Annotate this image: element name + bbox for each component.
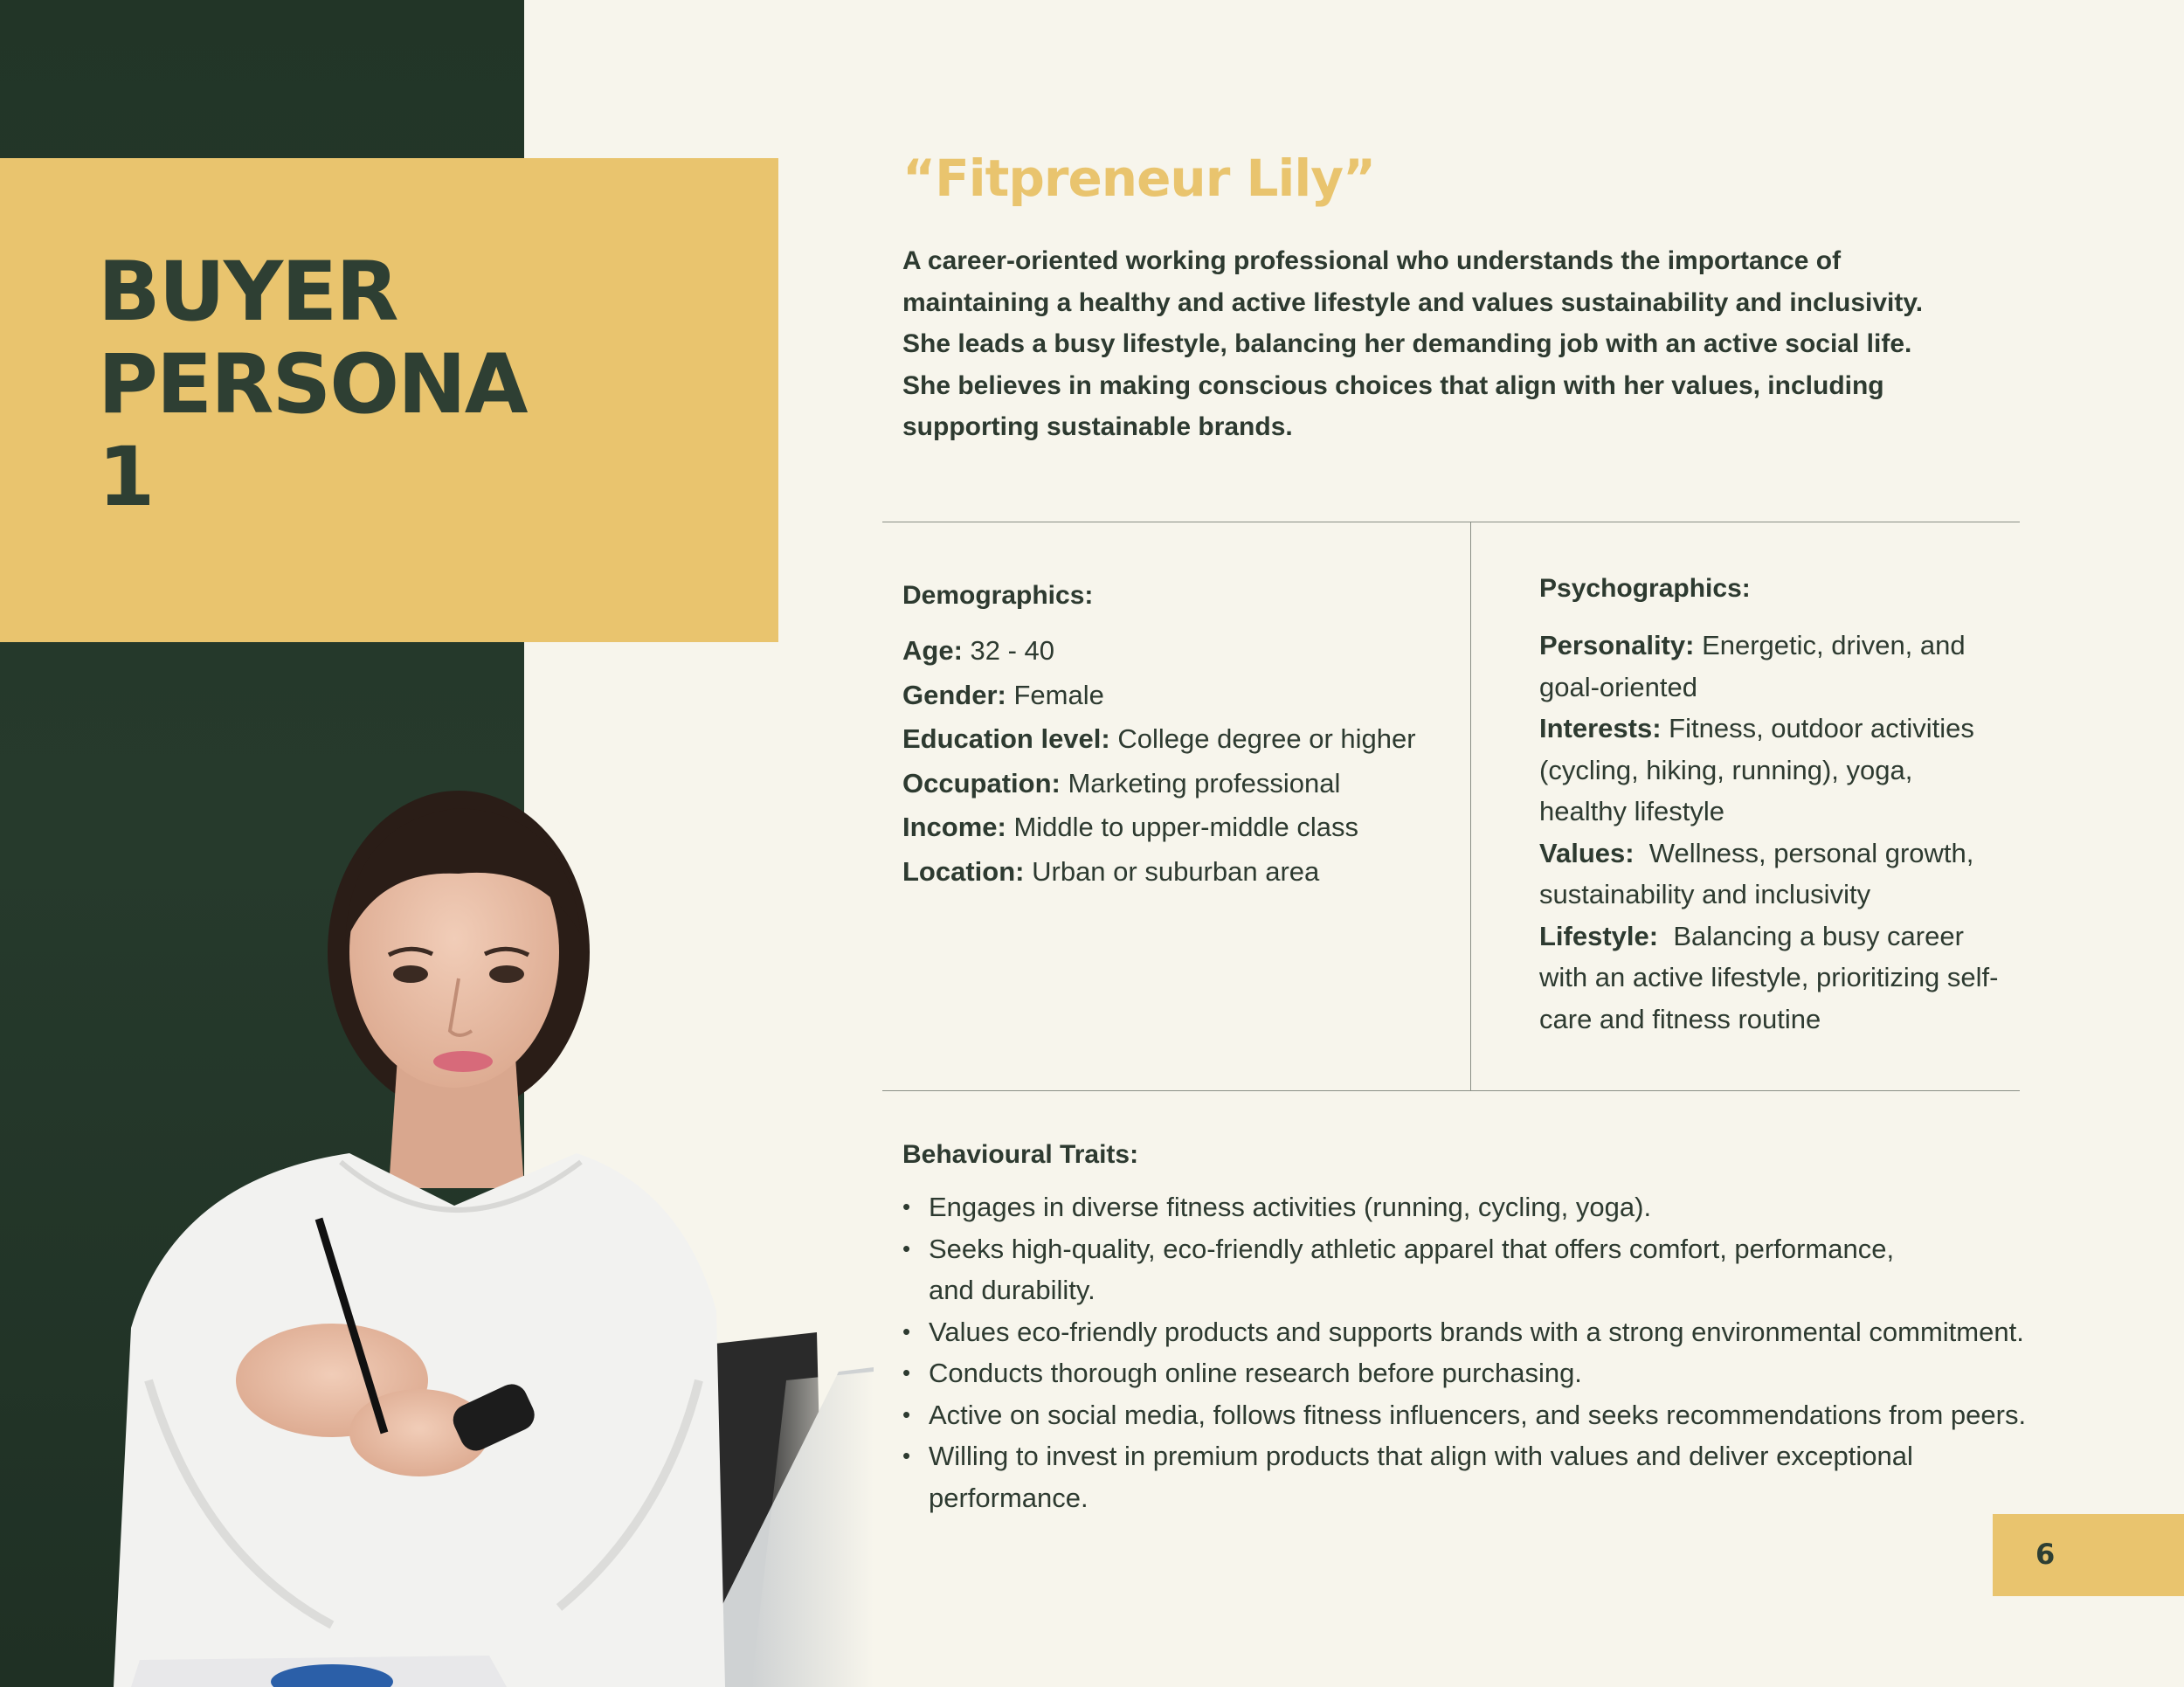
personality-label: Personality: <box>1539 630 1695 660</box>
intro-line-1: A career-oriented working professional who understands the importance of <box>902 246 1842 275</box>
interests-label: Interests: <box>1539 713 1662 743</box>
values-value-2: sustainability and inclusivity <box>1539 879 1871 909</box>
demographic-location <box>902 850 1416 895</box>
trait-item <box>902 1311 2038 1353</box>
personality-value-2: goal-oriented <box>1539 671 1697 702</box>
intro-line-5: supporting sustainable brands. <box>902 412 1293 441</box>
trait-item <box>902 1186 2038 1228</box>
trait-text: Willing to invest in premium products that align with values and deliver exceptional <box>929 1441 1913 1471</box>
title-line-1: BUYER <box>98 245 397 340</box>
lifestyle-value-3: care and fitness routine <box>1539 1003 1821 1034</box>
trait-text-cont: and durability. <box>929 1275 1095 1305</box>
interests-value-3: healthy lifestyle <box>1539 796 1724 826</box>
lifestyle-value-1: Balancing a busy career <box>1658 920 1964 951</box>
intro-line-3: She leads a busy lifestyle, balancing her demanding job with an active social life. <box>902 329 1912 358</box>
values-value-1: Wellness, personal growth, <box>1634 837 1974 868</box>
demographic-gender <box>902 674 1416 718</box>
demographic-education <box>902 717 1416 762</box>
occupation-label: Occupation: <box>902 767 1061 799</box>
location-value: Urban or suburban area <box>1024 855 1320 887</box>
demographic-occupation <box>902 762 1416 806</box>
trait-item <box>902 1228 2038 1311</box>
behavioural-list <box>902 1186 2038 1518</box>
lifestyle-label: Lifestyle: <box>1539 920 1659 951</box>
divider-vertical <box>1470 522 1471 1090</box>
interests-value-2: (cycling, hiking, running), yoga, <box>1539 754 1913 785</box>
persona-intro <box>902 240 1951 448</box>
title-line-3: 1 <box>98 430 154 525</box>
age-label: Age: <box>902 635 963 666</box>
demographics-heading: Demographics: <box>902 581 1094 610</box>
occupation-value: Marketing professional <box>1060 767 1341 799</box>
trait-item <box>902 1394 2038 1436</box>
lifestyle-value-2: with an active lifestyle, prioritizing self- <box>1539 962 1999 992</box>
income-label: Income: <box>902 812 1006 842</box>
trait-text: Active on social media, follows fitness influencers, and seeks recommendations from peers. <box>929 1399 2027 1430</box>
page-number: 6 <box>2035 1538 2056 1571</box>
trait-text: Seeks high-quality, eco-friendly athletic apparel that offers comfort, performance, <box>929 1233 1895 1264</box>
demographic-age <box>902 629 1416 674</box>
psychographics-heading: Psychographics: <box>1539 574 1751 603</box>
trait-item <box>902 1435 2038 1518</box>
psychographics-list <box>1539 625 2028 1040</box>
trait-item <box>902 1352 2038 1394</box>
psy-personality <box>1539 625 2028 708</box>
education-value: College degree or higher <box>1109 723 1416 754</box>
trait-text: Values eco-friendly products and supports brands with a strong environmental commitment. <box>929 1316 2024 1347</box>
trait-text-cont: performance. <box>929 1482 1089 1513</box>
income-value: Middle to upper-middle class <box>1006 812 1359 842</box>
education-label: Education level: <box>902 723 1110 754</box>
page-title <box>98 246 527 524</box>
values-label: Values: <box>1539 837 1635 868</box>
trait-text: Engages in diverse fitness activities (running, cycling, yoga). <box>929 1192 1652 1222</box>
interests-value-1: Fitness, outdoor activities <box>1661 713 1974 743</box>
age-value: 32 - 40 <box>962 635 1055 666</box>
title-line-2: PERSONA <box>98 337 527 432</box>
gender-label: Gender: <box>902 679 1006 710</box>
demographic-income <box>902 805 1416 850</box>
persona-photo <box>0 769 874 1687</box>
trait-text: Conducts thorough online research before purchasing. <box>929 1358 1582 1388</box>
behavioural-heading: Behavioural Traits: <box>902 1140 1139 1169</box>
intro-line-4: She believes in making conscious choices that align with her values, including <box>902 370 1884 400</box>
gender-value: Female <box>1006 679 1104 710</box>
personality-value-1: Energetic, driven, and <box>1694 630 1966 660</box>
psy-lifestyle <box>1539 916 2028 1041</box>
location-label: Location: <box>902 855 1025 887</box>
demographics-list <box>902 629 1416 894</box>
intro-line-2: maintaining a healthy and active lifestyle and values sustainability and inclusivity. <box>902 287 1924 317</box>
divider-bottom <box>882 1090 2020 1091</box>
page-number-box <box>1993 1514 2184 1596</box>
persona-name: “Fitpreneur Lily” <box>902 149 1376 208</box>
psy-interests <box>1539 708 2028 833</box>
psy-values <box>1539 833 2028 916</box>
